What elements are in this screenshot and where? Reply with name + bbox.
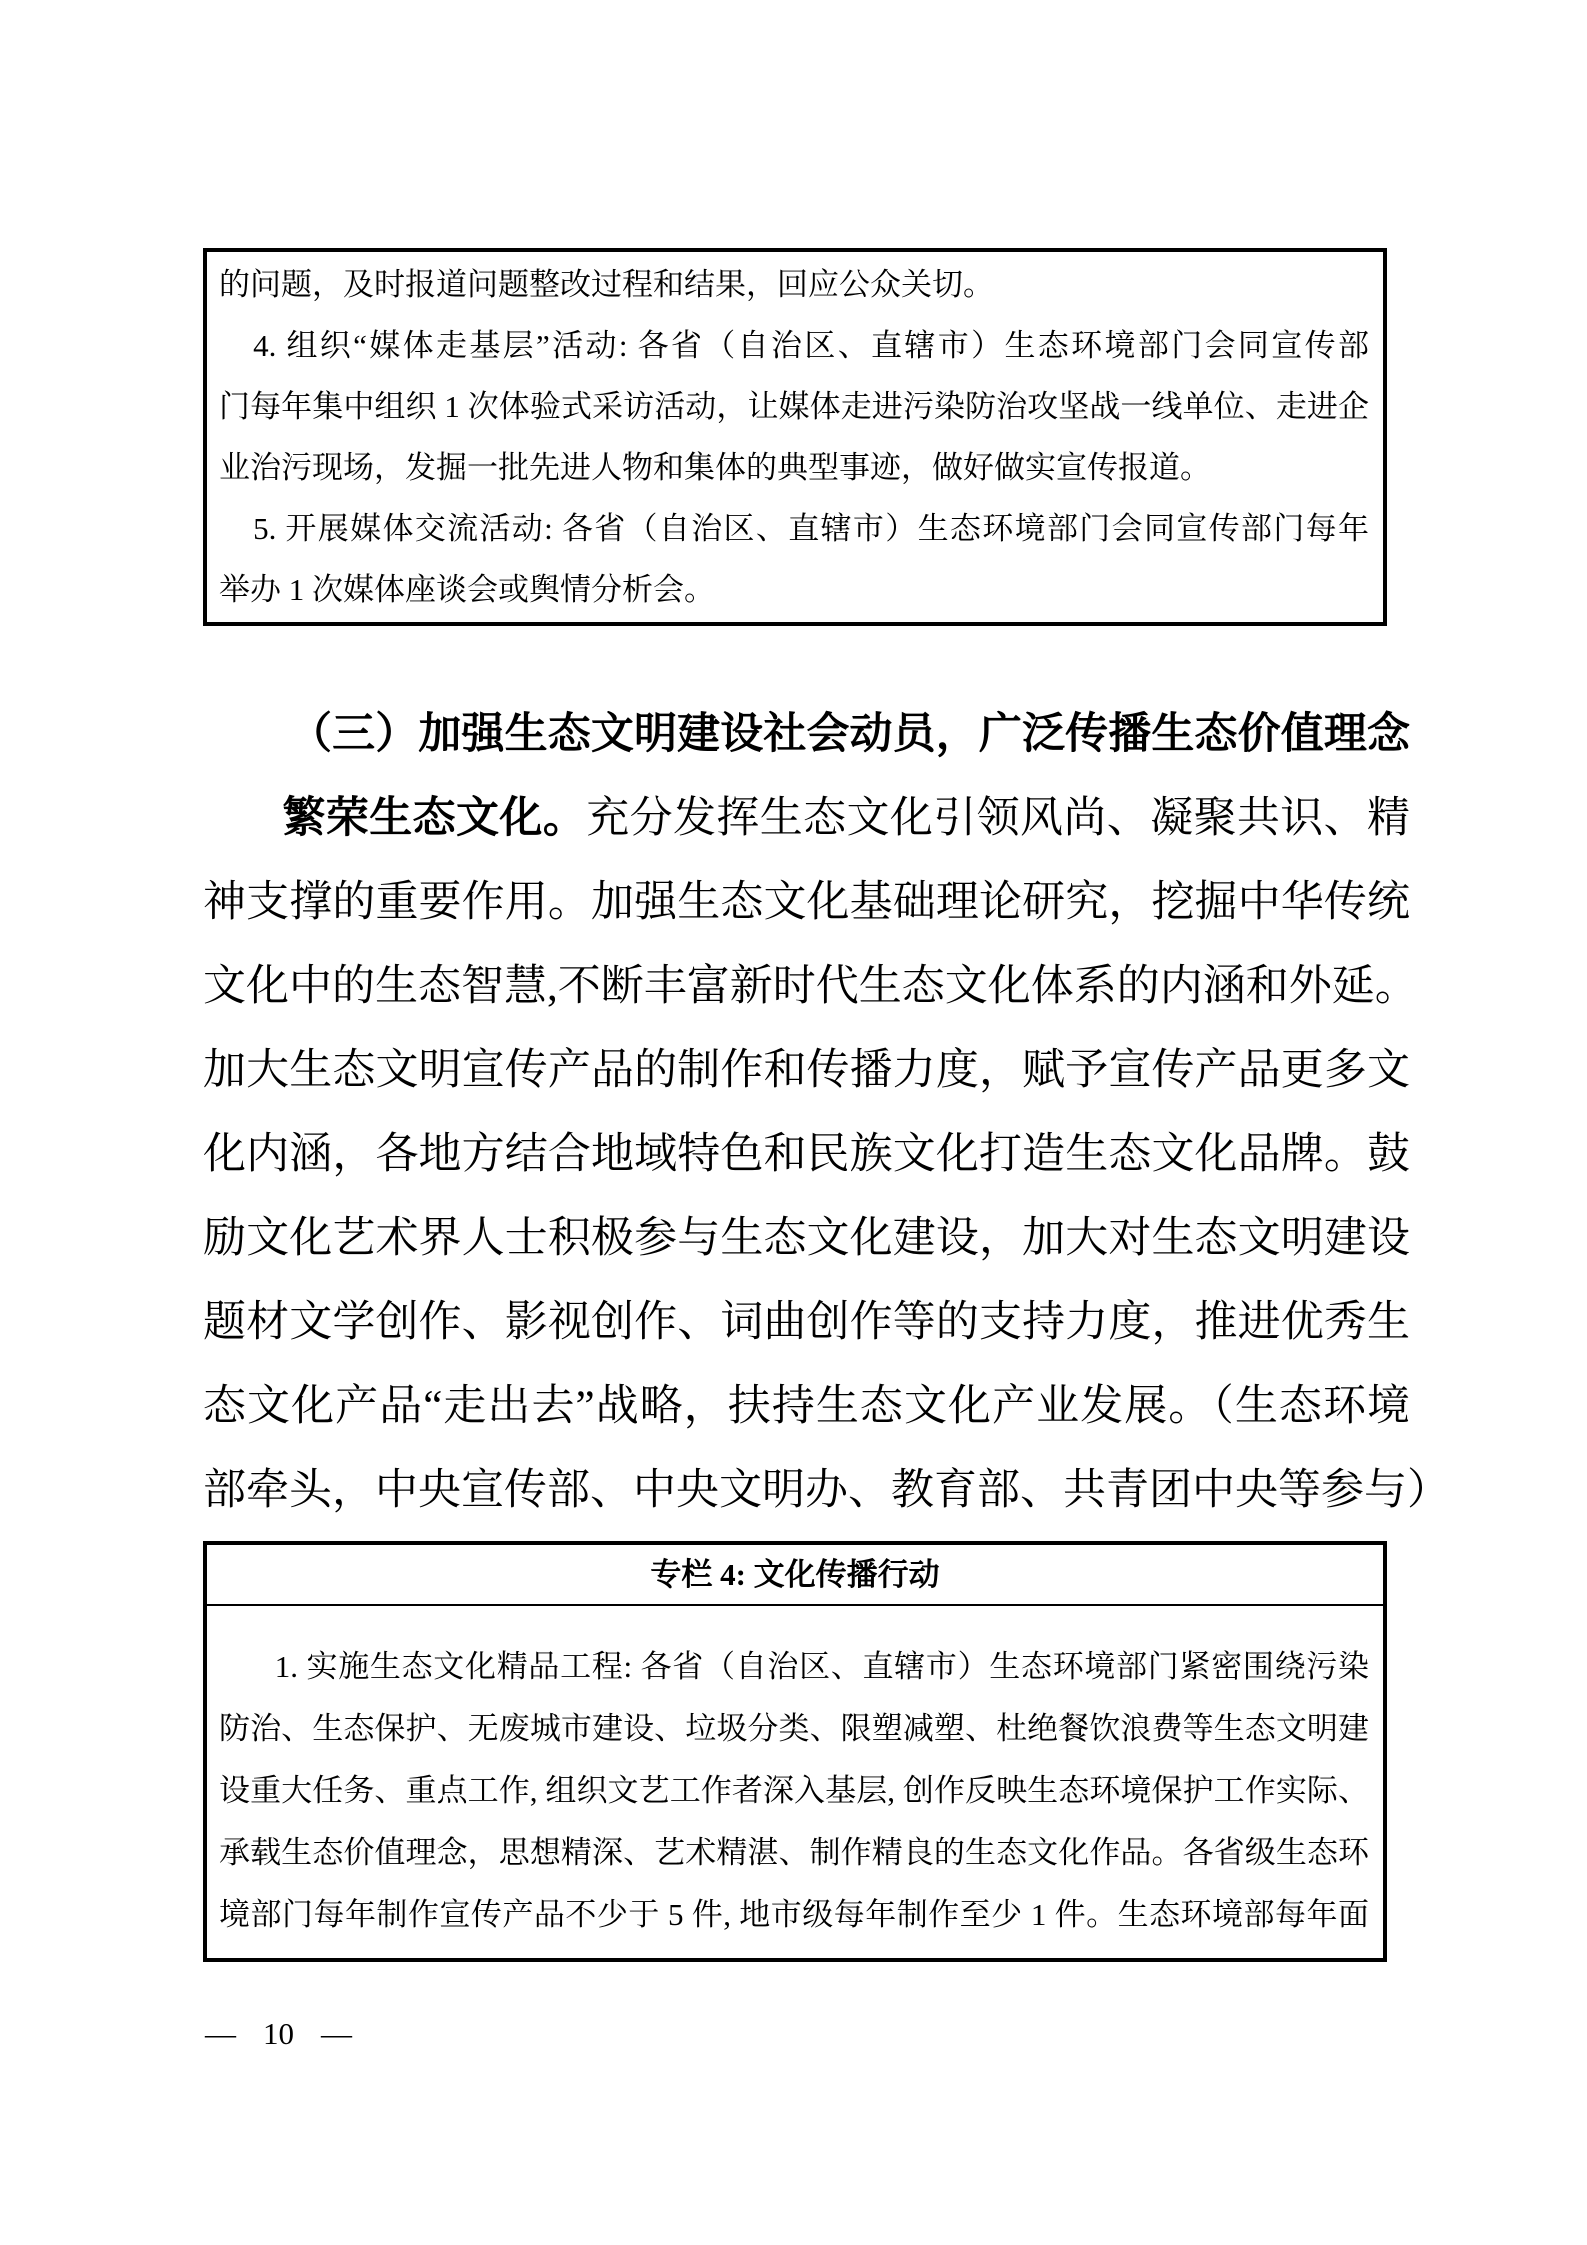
continuation-box-line [219, 315, 1369, 376]
text-segment: 文化中的生态智慧,不断丰富新时代生态文化体系的内涵和外延。 [203, 963, 1418, 1010]
continuation-box-line [219, 254, 1369, 315]
text-segment: 化内涵，各地方结合地域特色和民族文化打造生态文化品牌。鼓 [203, 1131, 1410, 1178]
continuation-box-line [219, 559, 1369, 620]
text-segment: 题材文学创作、影视创作、词曲创作等的支持力度，推进优秀生 [203, 1299, 1410, 1346]
text-segment: 举办 1 次媒体座谈会或舆情分析会。 [219, 572, 715, 607]
body-text-line [203, 1365, 1410, 1449]
body-text-line [203, 693, 1410, 777]
text-segment: 加大生态文明宣传产品的制作和传播力度，赋予宣传产品更多文 [203, 1047, 1410, 1094]
text-segment: 境部门每年制作宣传产品不少于 5 件, 地市级每年制作至少 1 件。生态环境部每年面 [219, 1897, 1369, 1932]
column-box-line [219, 1822, 1369, 1884]
continuation-text-box [203, 248, 1387, 626]
text-segment: 5. 开展媒体交流活动: 各省（自治区、直辖市）生态环境部门会同宣传部门每年 [253, 511, 1369, 546]
bold-text-segment: （三）加强生态文明建设社会动员，广泛传播生态价值理念 [289, 711, 1410, 758]
body-text-line [203, 1281, 1410, 1365]
body-text-line [203, 1449, 1450, 1533]
body-text-line [203, 1029, 1410, 1113]
page-number: 10 [263, 2016, 294, 2051]
continuation-box-line [219, 498, 1369, 559]
text-segment: 的问题，及时报道问题整改过程和结果，回应公众关切。 [219, 267, 994, 302]
section-paragraph [203, 693, 1450, 1533]
column-box-line [219, 1884, 1369, 1946]
text-segment: 4. 组织“媒体走基层”活动: 各省（自治区、直辖市）生态环境部门会同宣传部 [253, 328, 1369, 363]
continuation-box-line [219, 376, 1369, 437]
footer-dash-right: — [321, 2016, 352, 2051]
column-box-line [219, 1698, 1369, 1760]
text-segment: 业治污现场，发掘一批先进人物和集体的典型事迹，做好做实宣传报道。 [219, 450, 1211, 485]
text-segment: 门每年集中组织 1 次体验式采访活动，让媒体走进污染防治攻坚战一线单位、走进企 [219, 389, 1369, 424]
text-segment: 态文化产品“走出去”战略，扶持生态文化产业发展。（生态环境 [203, 1383, 1410, 1430]
column-4-box [203, 1541, 1387, 1962]
text-segment: 部牵头，中央宣传部、中央文明办、教育部、共青团中央等参与） [203, 1467, 1450, 1514]
footer-dash-left: — [205, 2016, 236, 2051]
text-segment: 神支撑的重要作用。加强生态文化基础理论研究，挖掘中华传统 [203, 879, 1410, 926]
body-text-line [203, 1197, 1410, 1281]
body-text-line [203, 1113, 1410, 1197]
text-segment: 设重大任务、重点工作, 组织文艺工作者深入基层, 创作反映生态环境保护工作实际、 [219, 1773, 1369, 1808]
continuation-box-line [219, 437, 1369, 498]
bold-text-segment: 繁荣生态文化。 [282, 795, 587, 842]
page-footer [205, 2016, 352, 2052]
text-segment: 励文化艺术界人士积极参与生态文化建设，加大对生态文明建设 [203, 1215, 1410, 1262]
body-text-line [203, 861, 1410, 945]
text-segment: 充分发挥生态文化引领风尚、凝聚共识、精 [586, 795, 1411, 842]
column-box-line [219, 1760, 1369, 1822]
column-box-title: 专栏 4: 文化传播行动 [207, 1545, 1383, 1606]
column-box-body [207, 1606, 1383, 1946]
body-text-line [203, 945, 1418, 1029]
text-segment: 防治、生态保护、无废城市建设、垃圾分类、限塑减塑、杜绝餐饮浪费等生态文明建 [219, 1711, 1369, 1746]
text-segment: 承载生态价值理念，思想精深、艺术精湛、制作精良的生态文化作品。各省级生态环 [219, 1835, 1369, 1870]
column-box-line [219, 1636, 1369, 1698]
text-segment: 1. 实施生态文化精品工程: 各省（自治区、直辖市）生态环境部门紧密围绕污染 [274, 1649, 1369, 1684]
body-text-line [203, 777, 1410, 861]
